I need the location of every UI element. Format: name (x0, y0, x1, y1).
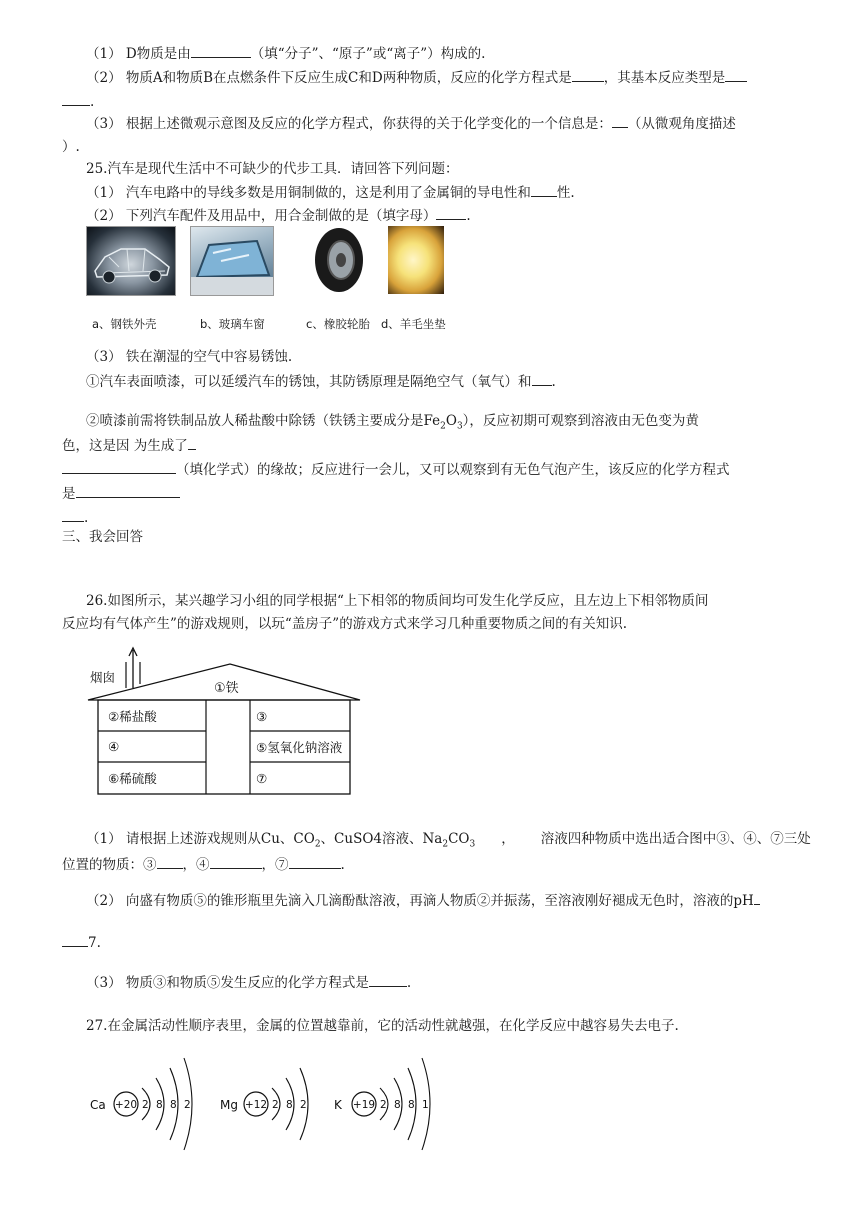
q24-part2 (86, 68, 747, 87)
q24-part3-text: （3） 根据上述微观示意图及反应的化学方程式，你获得的关于化学变化的一个信息是： (86, 116, 612, 132)
tire-icon (310, 226, 368, 294)
q25-part3-1: ①汽车表面喷漆，可以延缓汽车的锈蚀，其防锈原理是隔绝空气（氧气）和 . (86, 374, 556, 390)
q26-part1-comma: ， (501, 831, 515, 847)
q26-part1-text: （1） 请根据上述游戏规则从Cu、CO (86, 831, 315, 847)
answer-blank[interactable] (157, 855, 183, 869)
q26-part2 (86, 891, 760, 910)
cell-3: ③ (256, 709, 268, 724)
element-symbol: Ca (90, 1098, 106, 1112)
q26-part1-text-c: CO (448, 831, 470, 847)
electron-count: 2 (184, 1099, 191, 1111)
subscript: 3 (469, 839, 476, 850)
cell-2: ②稀盐酸 (108, 709, 157, 724)
q25-part3-2-text: ②喷漆前需将铁制品放人稀盐酸中除锈（铁锈主要成分是Fe (86, 413, 441, 429)
subscript: 2 (440, 421, 446, 432)
atom-k (334, 1058, 430, 1150)
car-frame-icon (87, 227, 175, 295)
q25-part1-end: 性. (556, 185, 575, 201)
q25-part3: （3） 铁在潮湿的空气中容易锈蚀. (86, 349, 293, 365)
q24-part2-text: （2） 物质A和物质B在点燃条件下反应生成C和D两种物质，反应的化学方程式是 (86, 70, 572, 86)
q25-part3-2-text-end: ），反应初期可观察到溶液由无色变为黄 (462, 413, 699, 429)
electron-count: 2 (300, 1099, 307, 1111)
q25-part3-2-line3 (62, 460, 730, 479)
house-game-diagram (84, 640, 374, 800)
electron-count: 8 (408, 1099, 415, 1111)
windshield-icon (191, 227, 273, 295)
q26-part1-text-b: 、CuSO4溶液、Na (320, 831, 443, 847)
q26-part2-text: （2） 向盛有物质⑤的锥形瓶里先滴入几滴酚酞溶液，再滴人物质②并振荡，至溶液刚好褪成无色时，溶液的pH (86, 893, 754, 909)
q25-part3-2-line2-text: 色，这是因 为生成了 (62, 438, 188, 454)
answer-blank[interactable] (289, 855, 341, 869)
cell-6: ⑥稀硫酸 (108, 771, 157, 786)
answer-blank[interactable] (76, 484, 180, 498)
q26-part1-text-e: 溶液四种物质中选出适合图中③、④、⑦三处 (540, 831, 811, 847)
answer-blank[interactable] (754, 891, 760, 905)
q24-part1-text: （1） D物质是由 (86, 46, 191, 62)
q25-title: 25.汽车是现代生活中不可缺少的代步工具．请回答下列问题： (86, 161, 459, 177)
q25-part3-2-line4 (62, 484, 180, 503)
q26-part1-slot3: 位置的物质：③ (62, 857, 157, 873)
q25-part2: （2） 下列汽车配件及用品中，用合金制做的是（填字母） . (86, 208, 471, 224)
q25-part3-2-line3-text: （填化学式）的缘故；反应进行一会儿，又可以观察到有无色气泡产生，该反应的化学方程式 (176, 462, 730, 478)
electron-count: 8 (394, 1099, 401, 1111)
subscript: 2 (442, 839, 449, 850)
answer-blank[interactable] (210, 855, 262, 869)
section-heading: 三、我会回答 (62, 529, 143, 545)
roof-label: ①铁 (214, 681, 239, 696)
q26-part2-line2 (62, 933, 101, 952)
steel-car-body-image (86, 226, 176, 296)
answer-blank[interactable] (725, 68, 747, 82)
q26-part3 (86, 973, 411, 992)
q26-part3-end: . (406, 975, 412, 991)
caption-b: b、玻璃车窗 (200, 317, 265, 331)
wool-seat-cushion-image (388, 226, 444, 294)
nucleus-charge: +12 (244, 1099, 268, 1111)
nucleus-charge: +20 (114, 1099, 138, 1111)
q26-part1 (86, 830, 811, 854)
answer-blank[interactable] (62, 460, 176, 474)
q25-part1-text: （1） 汽车电路中的导线多数是用铜制做的，这是利用了金属铜的导电性和 (86, 185, 531, 201)
q25-part2-text: （2） 下列汽车配件及用品中，用合金制做的是（填字母） (86, 208, 437, 224)
q25-part3-2-line2 (62, 436, 196, 455)
atom-ca (90, 1058, 192, 1150)
q26-part3-text: （3） 物质③和物质⑤发生反应的化学方程式是 (86, 975, 369, 991)
q26-part1-period: . (340, 857, 345, 873)
caption-a: a、钢铁外壳 (92, 317, 157, 331)
glass-window-image (190, 226, 274, 296)
answer-blank[interactable] (531, 183, 557, 197)
answer-blank[interactable] (62, 92, 90, 106)
cell-4: ④ (108, 739, 120, 754)
electron-count: 1 (422, 1099, 429, 1111)
electron-count: 8 (286, 1099, 293, 1111)
q26-intro-line2: 反应均有气体产生”的游戏规则，以玩“盖房子”的游戏方式来学习几种重要物质之间的有关知识. (62, 616, 627, 632)
q24-part2-text-end: ，其基本反应类型是 (603, 70, 726, 86)
electron-count: 2 (272, 1099, 279, 1111)
q24-part3-close: ）. (62, 139, 80, 155)
chimney-label: 烟囱 (90, 670, 116, 685)
atom-mg (220, 1068, 308, 1140)
nucleus-charge: +19 (352, 1099, 376, 1111)
answer-blank[interactable] (62, 508, 84, 522)
caption-c: c、橡胶轮胎 (306, 317, 370, 331)
answer-blank[interactable] (436, 206, 466, 220)
element-symbol: Mg (220, 1098, 238, 1112)
electron-count: 2 (380, 1099, 387, 1111)
electron-count: 2 (142, 1099, 149, 1111)
caption-d: d、羊毛坐垫 (381, 317, 446, 331)
cell-5: ⑤氢氧化钠溶液 (256, 740, 343, 755)
q26-part1-line2 (62, 855, 345, 874)
q26-part1-slot4: ，④ (182, 857, 210, 873)
q24-part3-text-end: （从微观角度描述 (627, 116, 736, 132)
answer-blank[interactable] (369, 973, 407, 987)
answer-blank[interactable] (191, 44, 251, 58)
q24-part3 (86, 114, 736, 133)
q24-part1 (86, 44, 485, 63)
subscript: 2 (314, 839, 321, 850)
q25-part3-2: ②喷漆前需将铁制品放人稀盐酸中除锈（铁锈主要成分是$Fe_2O_3$），反应初期可观察到溶液由无色变为黄 (86, 413, 699, 432)
atomic-structure-diagrams (84, 1046, 464, 1158)
q24-part2-wrap: . (62, 92, 94, 111)
answer-blank[interactable] (188, 436, 196, 450)
q27-intro: 27.在金属活动性顺序表里，金属的位置越靠前，它的活动性就越强，在化学反应中越容易失去电子. (86, 1018, 679, 1034)
q26-part1-slot7: ，⑦ (261, 857, 289, 873)
q25-part3-2-line5: . (62, 508, 88, 527)
answer-blank[interactable] (532, 372, 552, 386)
element-symbol: K (334, 1098, 342, 1112)
rubber-tire-image (310, 226, 368, 294)
electron-count: 8 (156, 1099, 163, 1111)
q26-part2-end: 7. (88, 935, 101, 951)
answer-blank[interactable] (612, 114, 628, 128)
q26-intro-line1: 26.如图所示，某兴趣学习小组的同学根据“上下相邻的物质间均可发生化学反应，且左边上下相邻物质间 (86, 593, 709, 609)
q25-part3-1-text: ①汽车表面喷漆，可以延缓汽车的锈蚀，其防锈原理是隔绝空气（氧气）和 (86, 374, 532, 390)
q25-part1 (86, 183, 575, 202)
q24-part1-text-end: （填“分子”、“原子”或“离子”）构成的. (250, 46, 486, 62)
answer-blank[interactable] (572, 68, 604, 82)
q25-part3-2-line4-text: 是 (62, 486, 76, 502)
answer-blank[interactable] (62, 933, 88, 947)
subscript: 3 (456, 421, 463, 432)
cell-7: ⑦ (256, 771, 268, 786)
electron-count: 8 (170, 1099, 177, 1111)
